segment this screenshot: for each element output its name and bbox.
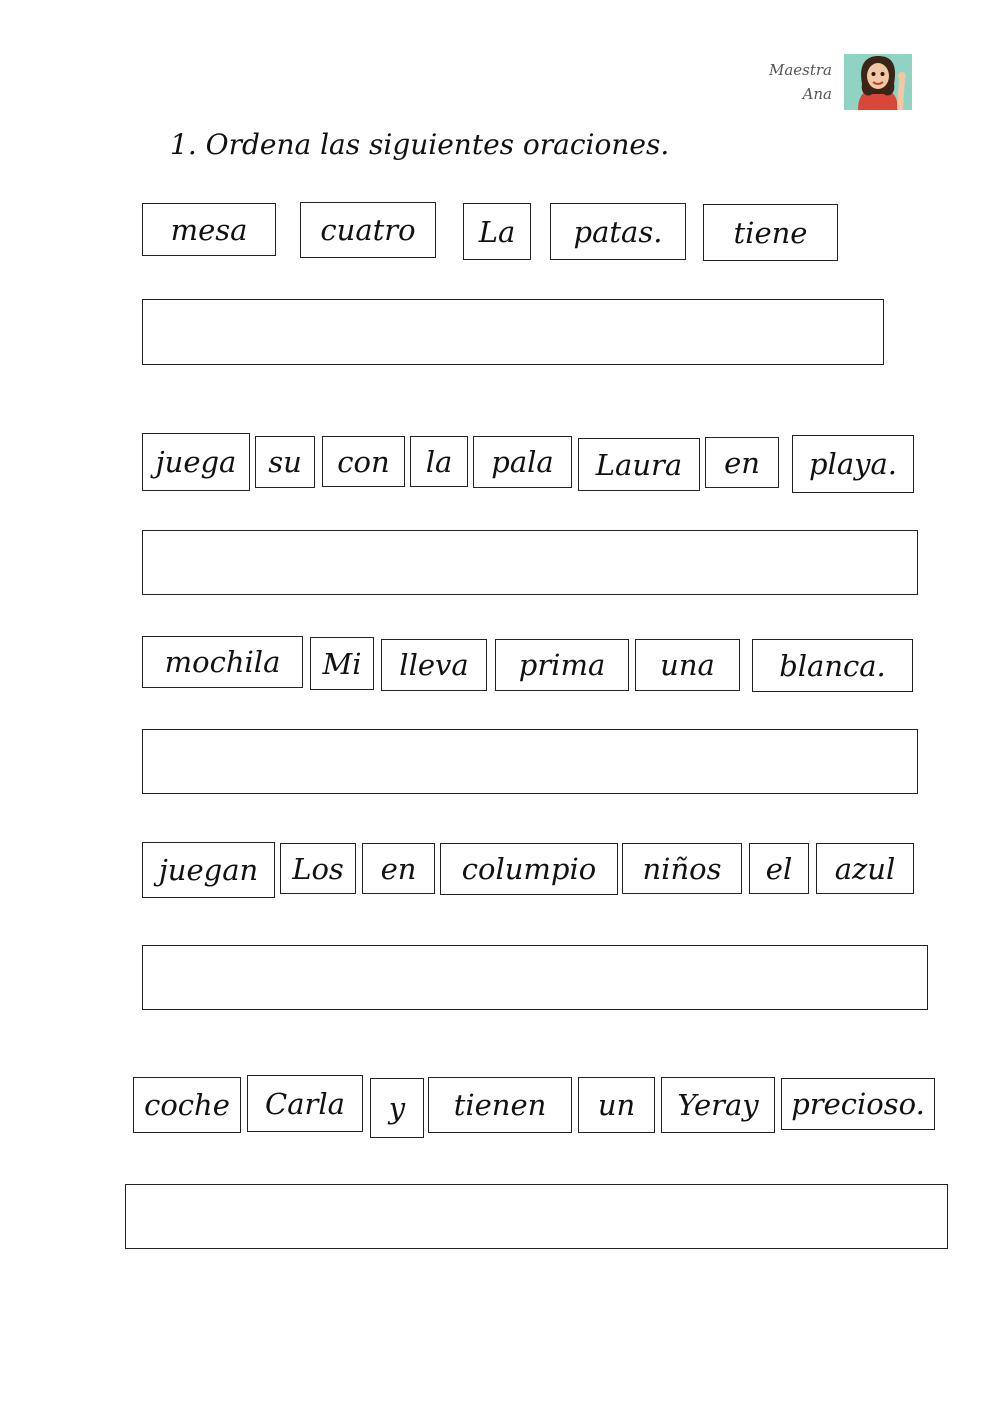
brand-line2: Ana — [802, 85, 832, 103]
word-card[interactable]: con — [322, 436, 405, 487]
word-card[interactable]: tiene — [703, 204, 838, 261]
word-card[interactable]: precioso. — [781, 1078, 935, 1130]
word-card[interactable]: una — [635, 639, 740, 691]
answer-box[interactable] — [142, 945, 928, 1010]
word-card[interactable]: mesa — [142, 203, 276, 256]
word-card[interactable]: coche — [133, 1077, 241, 1133]
word-card[interactable]: prima — [495, 639, 629, 691]
word-card[interactable]: niños — [622, 843, 742, 894]
word-card[interactable]: tienen — [428, 1077, 572, 1133]
answer-box[interactable] — [142, 729, 918, 794]
brand-line1: Maestra — [768, 61, 832, 79]
word-card[interactable]: Carla — [247, 1075, 363, 1132]
word-card[interactable]: azul — [816, 843, 914, 894]
exercise-title: 1. Ordena las siguientes oraciones. — [170, 128, 670, 161]
word-card[interactable]: en — [705, 437, 779, 488]
word-card[interactable]: columpio — [440, 843, 618, 895]
word-card[interactable]: juegan — [142, 842, 275, 898]
word-card[interactable]: el — [749, 843, 809, 894]
word-card[interactable]: juega — [142, 433, 250, 491]
word-card[interactable]: su — [255, 436, 315, 488]
answer-box[interactable] — [125, 1184, 948, 1249]
teacher-avatar-icon — [844, 54, 912, 110]
word-card[interactable]: Yeray — [661, 1077, 775, 1133]
word-card[interactable]: Mi — [310, 637, 374, 690]
brand-name — [740, 58, 832, 106]
word-card[interactable]: cuatro — [300, 202, 436, 258]
word-card[interactable]: pala — [473, 436, 572, 488]
answer-box[interactable] — [142, 299, 884, 365]
word-card[interactable]: La — [463, 203, 531, 260]
answer-box[interactable] — [142, 530, 918, 595]
word-card[interactable]: Los — [280, 843, 356, 894]
word-card[interactable]: blanca. — [752, 639, 913, 692]
word-card[interactable]: un — [578, 1077, 655, 1133]
word-card[interactable]: patas. — [550, 203, 686, 260]
word-card[interactable]: la — [410, 436, 468, 487]
word-card[interactable]: playa. — [792, 435, 914, 493]
word-card[interactable]: mochila — [142, 636, 303, 688]
word-card[interactable]: Laura — [578, 438, 700, 491]
word-card[interactable]: en — [362, 843, 435, 894]
word-card[interactable]: lleva — [381, 639, 487, 691]
teacher-brand — [740, 54, 920, 114]
word-card[interactable]: y — [370, 1078, 424, 1138]
